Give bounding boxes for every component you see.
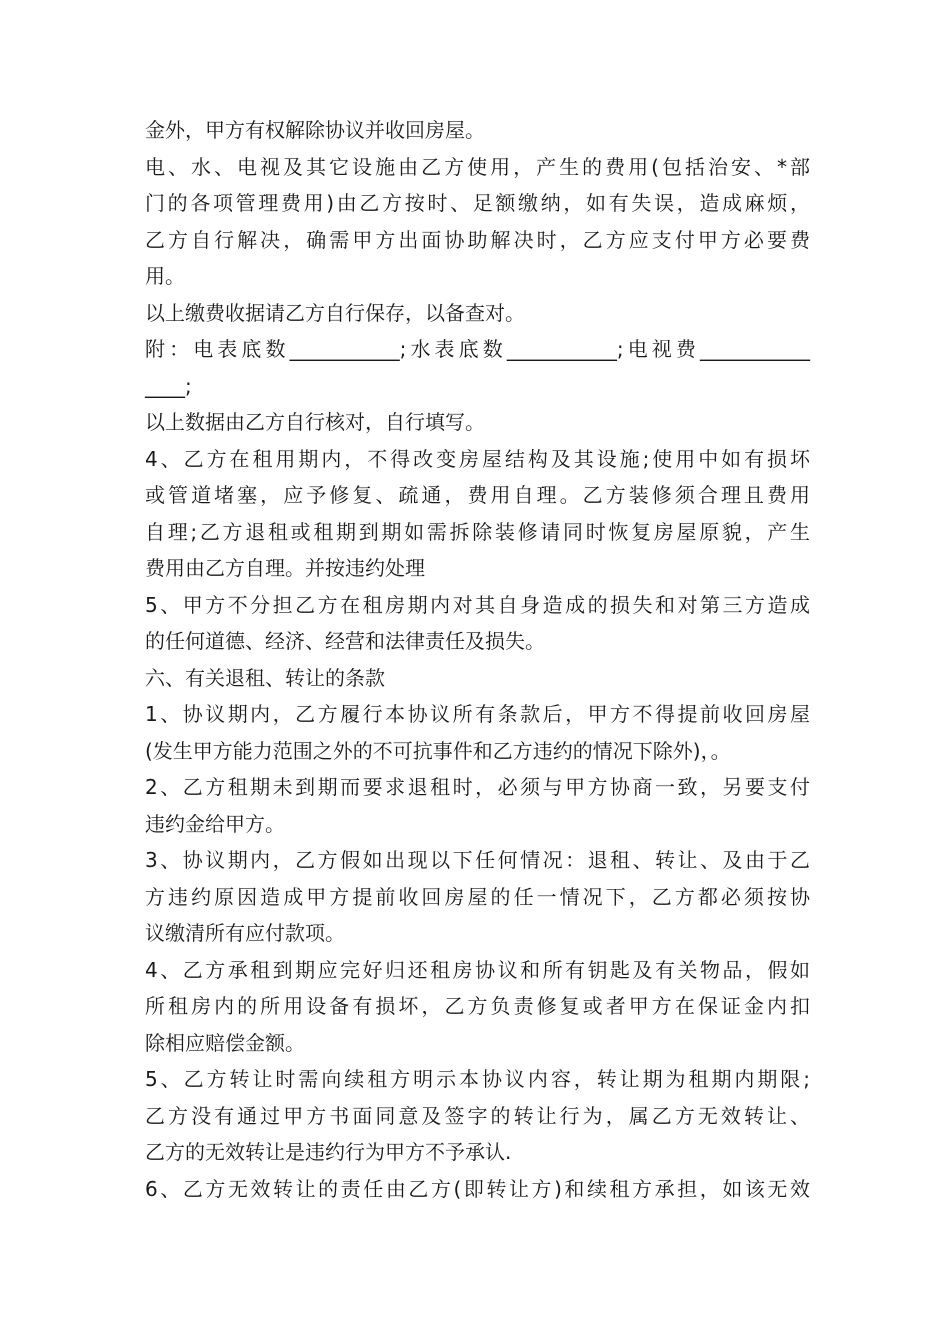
text-line: 的任何道德、经济、经营和法律责任及损失。 xyxy=(145,629,545,653)
text-line: 4、乙方承租到期应完好归还租房协议和所有钥匙及有关物品，假如 xyxy=(145,957,810,982)
text-line: 3、协议期内，乙方假如出现以下任何情况：退租、转让、及由于乙 xyxy=(145,848,810,872)
text-line: 5、甲方不分担乙方在租房期内对其自身造成的损失和对第三方造成 xyxy=(145,592,810,617)
text-line: 用。 xyxy=(145,264,185,288)
text-line: 除相应赔偿金额。 xyxy=(145,1030,305,1055)
text-line: 2、乙方租期未到期而要求退租时，必须与甲方协商一致，另要支付 xyxy=(145,775,810,799)
text-line: 电、水、电视及其它设施由乙方使用，产生的费用(包括治安、*部 xyxy=(145,154,810,179)
text-line: 乙方的无效转让是违约行为甲方不予承认. xyxy=(145,1140,512,1164)
text-line: 以上缴费收据请乙方自行保存，以备查对。 xyxy=(145,300,525,325)
text-line: 附：电表底数___________;水表底数___________;电视费___________ xyxy=(145,337,810,361)
text-line: ____; xyxy=(145,373,192,398)
text-line: 1、协议期内，乙方履行本协议所有条款后，甲方不得提前收回房屋 xyxy=(145,702,810,726)
text-line: 或管道堵塞，应予修复、疏通，费用自理。乙方装修须合理且费用 xyxy=(145,483,810,507)
text-line: 所租房内的所用设备有损坏，乙方负责修复或者甲方在保证金内扣 xyxy=(145,994,810,1018)
text-line: 以上数据由乙方自行核对，自行填写。 xyxy=(145,410,485,434)
text-line: 5、乙方转让时需向续租方明示本协议内容，转让期为租期内期限; xyxy=(145,1067,810,1091)
text-line: 乙方没有通过甲方书面同意及签字的转让行为，属乙方无效转让、 xyxy=(145,1103,810,1128)
text-line: 4、乙方在租用期内，不得改变房屋结构及其设施;使用中如有损坏 xyxy=(145,446,810,471)
text-line: 费用由乙方自理。并按违约处理 xyxy=(145,556,425,580)
text-line: 乙方自行解决，确需甲方出面协助解决时，乙方应支付甲方必要费 xyxy=(145,227,810,252)
text-line: 议缴清所有应付款项。 xyxy=(145,921,345,945)
text-line: 门的各项管理费用)由乙方按时、足额缴纳，如有失误，造成麻烦， xyxy=(145,191,810,215)
text-line: 违约金给甲方。 xyxy=(145,811,285,836)
text-line: 自理;乙方退租或租期到期如需拆除装修请同时恢复房屋原貌，产生 xyxy=(145,519,810,544)
text-line: 六、有关退租、转让的条款 xyxy=(145,665,385,690)
document-body xyxy=(145,112,810,1207)
text-line: 方违约原因造成甲方提前收回房屋的任一情况下，乙方都必须按协 xyxy=(145,884,810,909)
text-line: 6、乙方无效转让的责任由乙方(即转让方)和续租方承担，如该无效 xyxy=(145,1176,810,1201)
text-line: 金外，甲方有权解除协议并收回房屋。 xyxy=(145,118,485,142)
text-line: (发生甲方能力范围之外的不可抗事件和乙方违约的情况下除外)，。 xyxy=(145,738,731,763)
